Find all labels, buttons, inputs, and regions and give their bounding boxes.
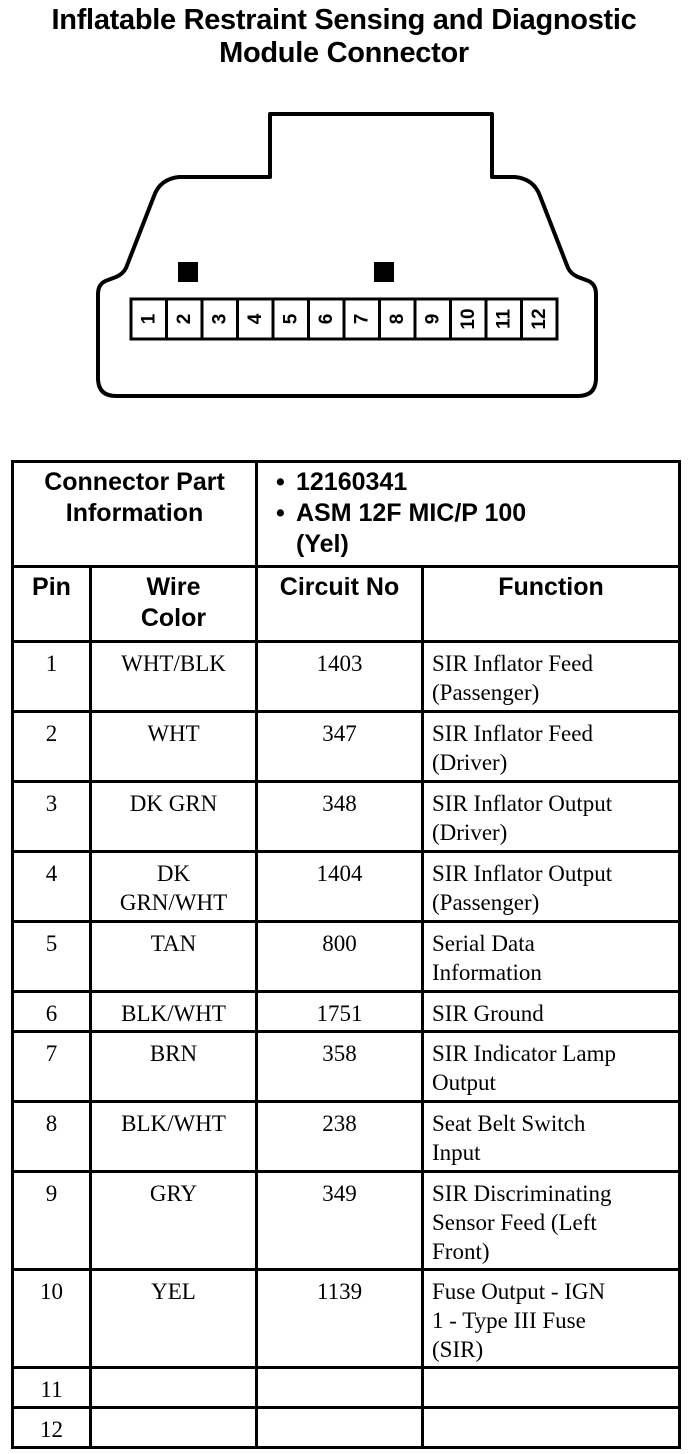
function-cell <box>423 1408 680 1448</box>
header-pin: Pin <box>13 567 91 642</box>
part-color: (Yel) <box>296 530 349 558</box>
wire-color-cell: DK GRN/WHT <box>91 852 257 922</box>
pin-row <box>131 299 557 339</box>
function-cell <box>423 1368 680 1408</box>
wire-color-cell: GRY <box>91 1172 257 1270</box>
table-row <box>13 642 680 712</box>
circuit-cell: 348 <box>257 782 423 852</box>
pin-label: 5 <box>280 313 302 325</box>
connector-outline <box>98 114 596 396</box>
wire-color-cell: WHT/BLK <box>91 642 257 712</box>
pin-label: 10 <box>457 308 479 330</box>
title-line-1: Inflatable Restraint Sensing and Diagnostic <box>51 4 637 36</box>
table-row <box>13 1408 680 1448</box>
table-row <box>13 922 680 992</box>
pin-label: 3 <box>209 313 231 325</box>
wire-color-cell: BLK/WHT <box>91 1102 257 1172</box>
pin-cell: 12 <box>13 1408 91 1448</box>
table-row <box>13 852 680 922</box>
pin-label: 8 <box>386 313 408 325</box>
key-marker-left <box>178 262 198 282</box>
circuit-cell: 1751 <box>257 992 423 1032</box>
function-cell: Serial Data Information <box>423 922 680 992</box>
title-line-2: Module Connector <box>219 37 469 69</box>
function-cell: SIR Indicator Lamp Output <box>423 1032 680 1102</box>
circuit-cell: 349 <box>257 1172 423 1270</box>
table-row <box>13 1270 680 1368</box>
wire-color-cell <box>91 1368 257 1408</box>
table-row <box>13 782 680 852</box>
wire-color-cell: BLK/WHT <box>91 992 257 1032</box>
wire-color-cell: TAN <box>91 922 257 992</box>
header-row <box>13 567 680 642</box>
function-cell: SIR Inflator Output (Driver) <box>423 782 680 852</box>
pin-cell: 1 <box>13 642 91 712</box>
function-cell: SIR Inflator Feed (Driver) <box>423 712 680 782</box>
pin-cell: 6 <box>13 992 91 1032</box>
part-info-values <box>257 462 680 567</box>
pin-cell: 10 <box>13 1270 91 1368</box>
pin-cell: 7 <box>13 1032 91 1102</box>
pin-cell: 4 <box>13 852 91 922</box>
pin-cell: 11 <box>13 1368 91 1408</box>
circuit-cell: 358 <box>257 1032 423 1102</box>
part-number: • 12160341 <box>276 468 408 496</box>
connector-table <box>11 460 681 1449</box>
pin-label: 4 <box>244 313 266 325</box>
circuit-cell <box>257 1408 423 1448</box>
pin-label: 1 <box>138 313 160 325</box>
function-cell: Fuse Output - IGN 1 - Type III Fuse (SIR) <box>423 1270 680 1368</box>
pin-cell: 2 <box>13 712 91 782</box>
part-description: • ASM 12F MIC/P 100 <box>276 499 527 527</box>
function-cell: SIR Ground <box>423 992 680 1032</box>
pin-label: 2 <box>173 313 195 325</box>
page-title <box>0 4 688 70</box>
table-row <box>13 1102 680 1172</box>
circuit-cell <box>257 1368 423 1408</box>
table-row <box>13 1368 680 1408</box>
wire-color-cell: WHT <box>91 712 257 782</box>
circuit-cell: 1403 <box>257 642 423 712</box>
table-row <box>13 1172 680 1270</box>
wire-color-cell: BRN <box>91 1032 257 1102</box>
part-info-row <box>13 462 680 567</box>
table-row <box>13 992 680 1032</box>
pin-label: 7 <box>351 313 373 325</box>
header-function: Function <box>423 567 680 642</box>
wire-color-cell <box>91 1408 257 1448</box>
function-cell: SIR Inflator Output (Passenger) <box>423 852 680 922</box>
header-circuit: Circuit No <box>257 567 423 642</box>
table-row <box>13 712 680 782</box>
circuit-cell: 347 <box>257 712 423 782</box>
function-cell: SIR Discriminating Sensor Feed (Left Front) <box>423 1172 680 1270</box>
part-info-label: Connector Part Information <box>13 462 257 567</box>
pin-cell: 9 <box>13 1172 91 1270</box>
pin-label: 6 <box>315 313 337 325</box>
pin-cell: 3 <box>13 782 91 852</box>
circuit-cell: 800 <box>257 922 423 992</box>
header-wire-color: Wire Color <box>91 567 257 642</box>
circuit-cell: 1139 <box>257 1270 423 1368</box>
pin-cell: 8 <box>13 1102 91 1172</box>
wire-color-cell: DK GRN <box>91 782 257 852</box>
pin-label: 9 <box>422 313 444 325</box>
pin-label: 12 <box>528 308 550 330</box>
function-cell: SIR Inflator Feed (Passenger) <box>423 642 680 712</box>
circuit-cell: 238 <box>257 1102 423 1172</box>
wire-color-cell: YEL <box>91 1270 257 1368</box>
circuit-cell: 1404 <box>257 852 423 922</box>
function-cell: Seat Belt Switch Input <box>423 1102 680 1172</box>
pin-cell: 5 <box>13 922 91 992</box>
pin-label: 11 <box>493 308 515 330</box>
connector-diagram <box>0 100 688 410</box>
key-marker-right <box>374 262 394 282</box>
table-row <box>13 1032 680 1102</box>
